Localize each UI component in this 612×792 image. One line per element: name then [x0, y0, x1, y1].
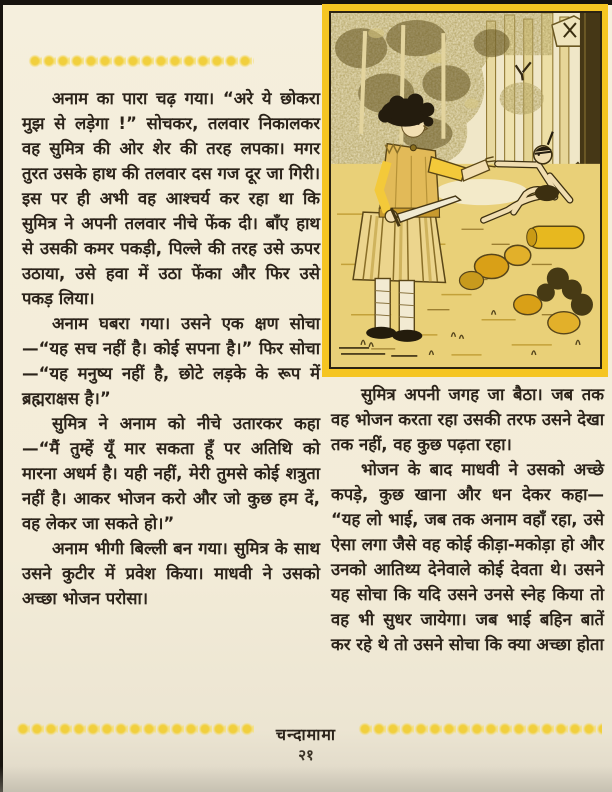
story-paragraph: अनाम भीगी बिल्ली बन गया। सुमित्र के साथ उसने कुटीर में प्रवेश किया। माधवी ने उसको अच्छा भोजन परोसा। — [22, 539, 320, 608]
story-illustration-frame — [322, 4, 608, 377]
story-paragraph: सुमित्र अपनी जगह जा बैठा। जब तक वह भोजन करता रहा उसकी तरफ उसने देखा तक नहीं, वह कुछ पढ़ता रहा। — [331, 385, 604, 454]
story-paragraph: अनाम घबरा गया। उसने एक क्षण सोचा—“यह सच नहीं है। कोई सपना है।” फिर सोचा—“यह मनुष्य नहीं है, छोटे लड़के के रूप में ब्रह्मराक्षस है।” — [22, 314, 320, 408]
forest-scene-illustration — [329, 11, 602, 369]
page-number: २१ — [298, 746, 314, 764]
story-paragraph: भोजन के बाद माधवी ने उसको अच्छे कपड़े, कुछ खाना और धन देकर कहा— “यह लो भाई, जब तक अनाम वहाँ रहा, उसे ऐसा लगा जैसे वह कोई कीड़ा-मकोड़ा हो और उनको आतिथ्य देनेवाले कोई देवता थे। उसने यह सोचा कि यदि उसने उनसे स्नेह किया तो वह भी सुधर जायेगा। जब भाई बहिन बातें कर रहे थे तो उसने सोचा कि क्या अच्छा होता — [331, 460, 604, 654]
scan-edge-bottom — [0, 766, 612, 792]
story-paragraph: सुमित्र ने अनाम को नीचे उतारकर कहा—“मैं तुम्हें यूँ मार सकता हूँ पर अतिथि को मारना अधर्म है। यही नहीं, मेरी तुमसे कोई शत्रुता नहीं है। आकर भोजन करो और जो कुछ हम दें, वह लेकर जा सकते हो।” — [22, 414, 320, 533]
forest-scene-art — [331, 13, 600, 367]
magazine-title: चन्दामामा — [275, 725, 337, 744]
left-text-column — [22, 86, 320, 611]
rosette-divider-top — [28, 53, 254, 69]
scan-edge-left — [0, 0, 3, 792]
right-text-column — [331, 382, 604, 657]
story-paragraph: अनाम का पारा चढ़ गया। “अरे ये छोकरा मुझ से लड़ेगा !” सोचकर, तलवार निकालकर वह सुमित्र की ओर शेर की तरह लपका। मगर तुरत उसके हाथ की तलवार दस गज दूर जा गिरी। इस पर ही अभी वह आश्चर्य कर रहा था कि सुमित्र ने अपनी तलवार नीचे फेंक दी। बाँए हाथ से उसकी कमर पकड़ी, पिल्ले की तरह उसे ऊपर उठाया, उसे हवा में उठा फेंका और फिर उसे पकड़ लिया। — [22, 89, 320, 308]
